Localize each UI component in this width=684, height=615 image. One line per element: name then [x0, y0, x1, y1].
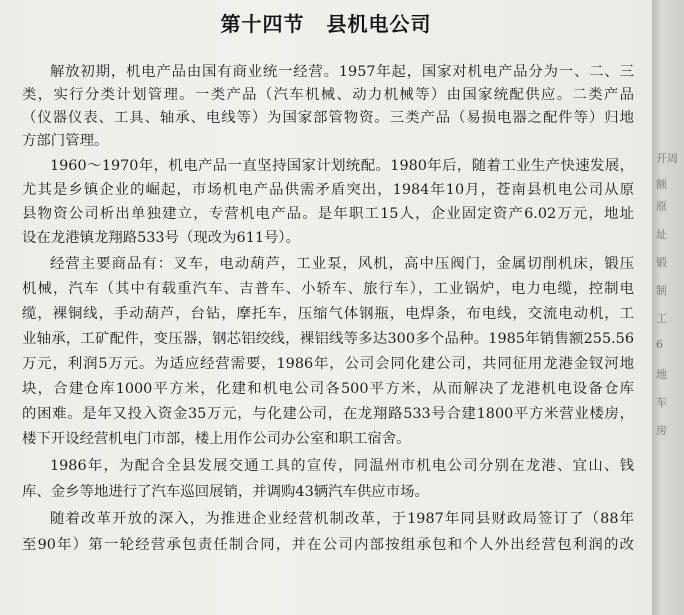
- text-line: 缆，裸铜线，手动葫芦，台钻，摩托车，压缩气体钢瓶，电焊条，布电线，交流电动机，工: [22, 306, 634, 322]
- text-line: 业轴承，工矿配件，变压器，钢芯铝绞线，裸铝线等多达300多个品种。1985年销售额255.56: [22, 331, 634, 347]
- edge-text: 6: [656, 338, 663, 351]
- text-line: 的困难。是年又投入资金35万元，与化建公司，在龙翔路533号合建1800平方米营业楼房，: [22, 406, 634, 422]
- edge-text: 址: [656, 228, 667, 241]
- section-title-number: 第十四节: [220, 12, 305, 36]
- text-line: 楼下开设经营机电门市部，楼上用作公司办公室和职工宿舍。: [22, 431, 411, 447]
- edge-text: 地: [656, 368, 667, 381]
- edge-text: 车: [656, 396, 667, 409]
- edge-text: 额: [656, 178, 667, 191]
- text-line: 经营主要商品有：叉车，电动葫芦，工业泵，风机，高中压阀门，金属切削机床，锻压: [50, 256, 634, 272]
- edge-text: 开周: [656, 152, 678, 165]
- text-line: 库、金乡等地进行了汽车巡回展销，并调购43辆汽车供应市场。: [22, 484, 429, 500]
- text-line: 随着改革开放的深入，为推进企业经营机制改革，于1987年同县财政局签订了（88年: [50, 511, 634, 527]
- section-title: [0, 8, 652, 37]
- text-line: 类，实行分类计划管理。一类产品（汽车机械、动力机械等）由国家统配供应。二类产品: [22, 87, 634, 103]
- text-line: 机械，汽车（其中有载重汽车、吉普车、小轿车、旅行车），工业锅炉，电力电缆，控制电: [22, 281, 634, 297]
- text-line: 至90年）第一轮经营承包责任制合同，并在公司内部按组承包和个人外出经营包利润的改: [22, 537, 634, 553]
- facing-page-edge: [652, 0, 684, 615]
- text-line: 1986年，为配合全县发展交通工具的宣传，同温州市机电公司分别在龙港、宜山、钱: [50, 458, 634, 474]
- text-line: 方部门管理。: [22, 133, 109, 149]
- edge-text: 房: [656, 424, 667, 437]
- text-line: 尤其是乡镇企业的崛起，市场机电产品供需矛盾突出，1984年10月，苍南县机电公司从原: [22, 182, 634, 198]
- text-line: 万元，利润5万元。为适应经营需要，1986年，公司会同化建公司，共同征用龙港金钗河地: [22, 356, 634, 372]
- text-line: 块，合建仓库1000平方米，化建和机电公司各500平方米，从而解决了龙港机电设备仓库: [22, 381, 634, 397]
- section-title-name: 县机电公司: [326, 12, 432, 36]
- edge-text: 原: [656, 200, 667, 213]
- edge-text: 制: [656, 284, 667, 297]
- edge-text: 工: [656, 312, 667, 325]
- text-line: 1960～1970年，机电产品一直坚持国家计划统配。1980年后，随着工业生产快速发展，: [50, 158, 634, 174]
- text-line: 县物资公司析出单独建立，专营机电产品。是年职工15人，企业固定资产6.02万元，地址: [22, 206, 634, 222]
- edge-text: 锻: [656, 256, 667, 269]
- text-line: （仪器仪表、工具、轴承、电线等）为国家部管物资。三类产品（易损电器之配件等）归地: [22, 110, 634, 126]
- text-line: 设在龙港镇龙翔路533号（现改为611号）。: [22, 230, 300, 246]
- text-line: 解放初期，机电产品由国有商业统一经营。1957年起，国家对机电产品分为一、二、三: [50, 64, 634, 80]
